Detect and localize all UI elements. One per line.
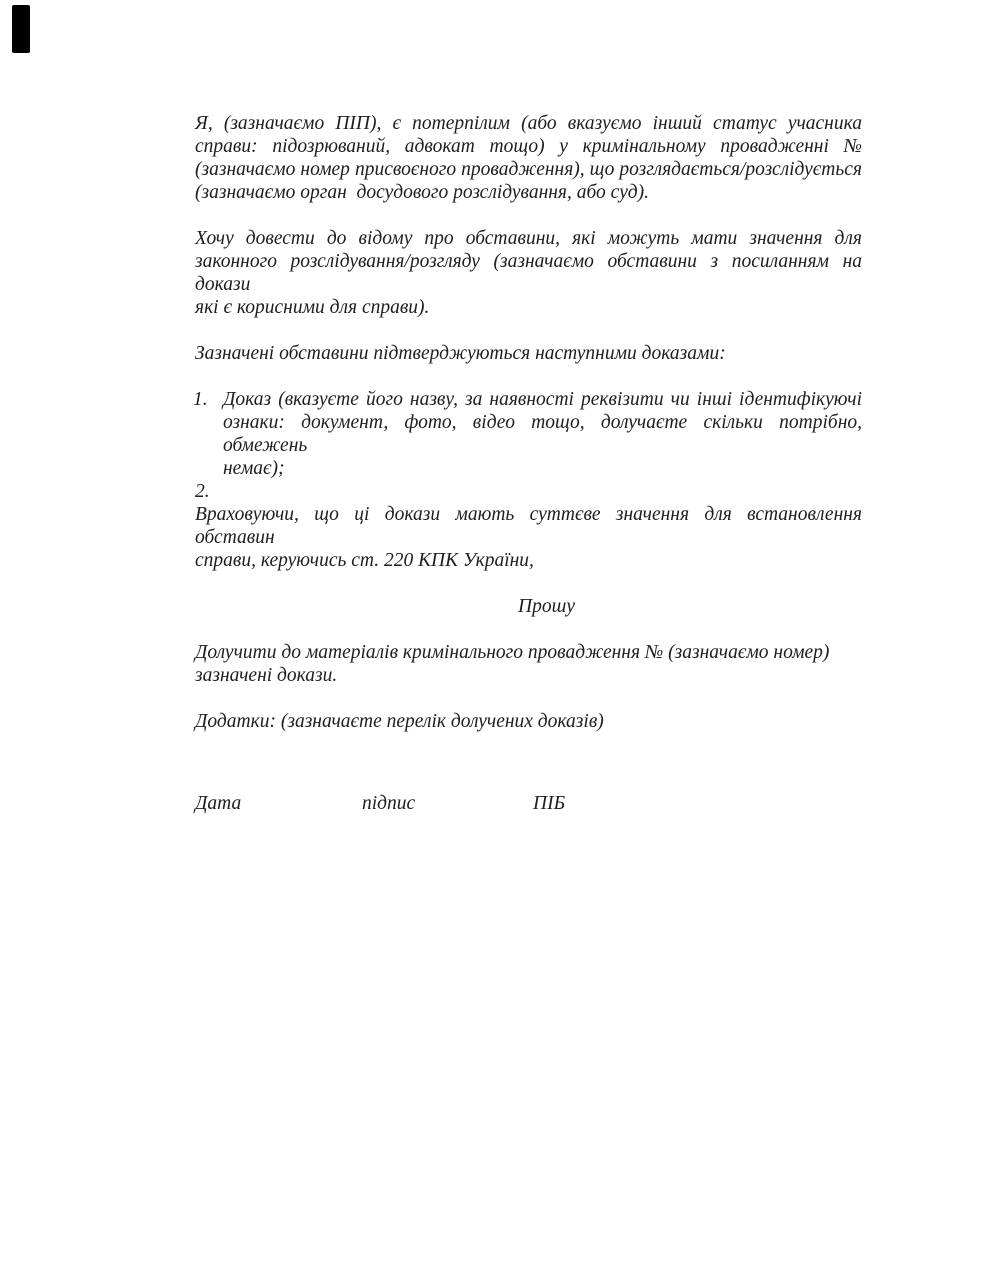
evidence-list-item-1 [195, 388, 862, 480]
circumstances-paragraph [195, 227, 862, 319]
date-label: Дата [195, 793, 242, 814]
document-body [195, 112, 862, 815]
evidence-intro-line [195, 342, 862, 365]
text-line: немає); [223, 458, 285, 479]
text-line: Доказ (вказуєте його назву, за наявності реквізити чи інші ідентифікуючі [223, 389, 862, 410]
text-line: ознаки: документ, фото, відео тощо, долучаєте скільки потрібно, обмежень [223, 412, 862, 456]
text-line: справи: підозрюваний, адвокат тощо) у кримінальному провадженні № [195, 136, 862, 157]
text-line: Зазначені обставини підтверджуються наступними доказами: [195, 343, 726, 364]
text-line: Долучити до матеріалів кримінального провадження № (зазначаємо номер) [195, 642, 830, 663]
text-line: Враховуючи, що ці докази мають суттєве значення для встановлення обставин [195, 504, 862, 548]
text-line: Я, (зазначаємо ПІП), є потерпілим (або вказуємо інший статус учасника [195, 113, 862, 134]
signature-row [195, 792, 862, 815]
list-item-text [223, 388, 862, 480]
list-number: 1. [193, 389, 208, 410]
legal-basis-paragraph [195, 503, 862, 572]
evidence-list-item-2 [195, 480, 862, 503]
intro-paragraph [195, 112, 862, 204]
attachments-line [195, 710, 862, 733]
text-line: справи, керуючись ст. 220 КПК України, [195, 550, 534, 571]
list-number: 2. [195, 481, 210, 502]
text-line: (зазначаємо орган досудового розслідування, або суд). [195, 182, 650, 203]
signature-label: підпис [362, 793, 416, 814]
name-label: ПІБ [533, 793, 566, 814]
text-line: які є корисними для справи). [195, 297, 430, 318]
request-heading: Прошу [518, 596, 575, 617]
text-line: законного розслідування/розгляду (зазначаємо обставини з посиланням на докази [195, 251, 862, 295]
text-line: (зазначаємо номер присвоєного провадження), що розглядається/розслідується [195, 159, 862, 180]
request-paragraph [195, 641, 862, 687]
text-line: Додатки: (зазначаєте перелік долучених доказів) [195, 711, 604, 732]
text-line: Хочу довести до відому про обставини, які можуть мати значення для [195, 228, 862, 249]
scan-artifact-mark [12, 5, 30, 53]
text-line: зазначені докази. [195, 665, 338, 686]
